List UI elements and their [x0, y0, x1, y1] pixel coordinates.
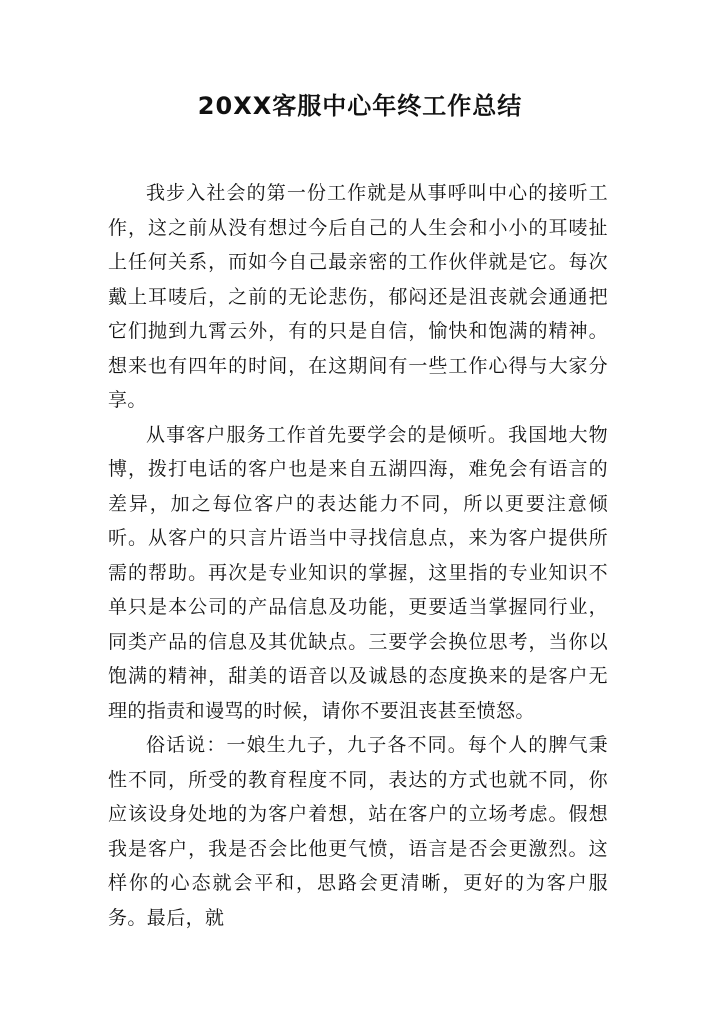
paragraph-2: 从事客户服务工作首先要学会的是倾听。我国地大物博，拨打电话的客户也是来自五湖四海，难免会有语言的差异，加之每位客户的表达能力不同，所以更要注意倾听。从客户的只言片语当中寻找信息点，来为客户提供所需的帮助。再次是专业知识的掌握，这里指的专业知识不单只是本公司的产品信息及功能，更要适当掌握同行业，同类产品的信息及其优缺点。三要学会换位思考，当你以饱满的精神，甜美的语音以及诚恳的态度换来的是客户无理的指责和谩骂的时候，请你不要沮丧甚至愤怒。: [108, 423, 608, 722]
document-title: 20XX客服中心年终工作总结: [197, 92, 523, 120]
paragraph-3: 俗话说：一娘生九子，九子各不同。每个人的脾气秉性不同，所受的教育程度不同，表达的方式也就不同，你应该设身处地的为客户着想，站在客户的立场考虑。假想我是客户，我是否会比他更气愤，语言是否会更激烈。这样你的心态就会平和，思路会更清晰，更好的为客户服务。最后，就: [108, 734, 608, 929]
document-body: [108, 176, 608, 935]
paragraph-1: 我步入社会的第一份工作就是从事呼叫中心的接听工作，这之前从没有想过今后自己的人生会和小小的耳唛扯上任何关系，而如今自己最亲密的工作伙伴就是它。每次戴上耳唛后，之前的无论悲伤，郁闷还是沮丧就会通通把它们抛到九霄云外，有的只是自信，愉快和饱满的精神。想来也有四年的时间，在这期间有一些工作心得与大家分享。: [108, 182, 608, 411]
